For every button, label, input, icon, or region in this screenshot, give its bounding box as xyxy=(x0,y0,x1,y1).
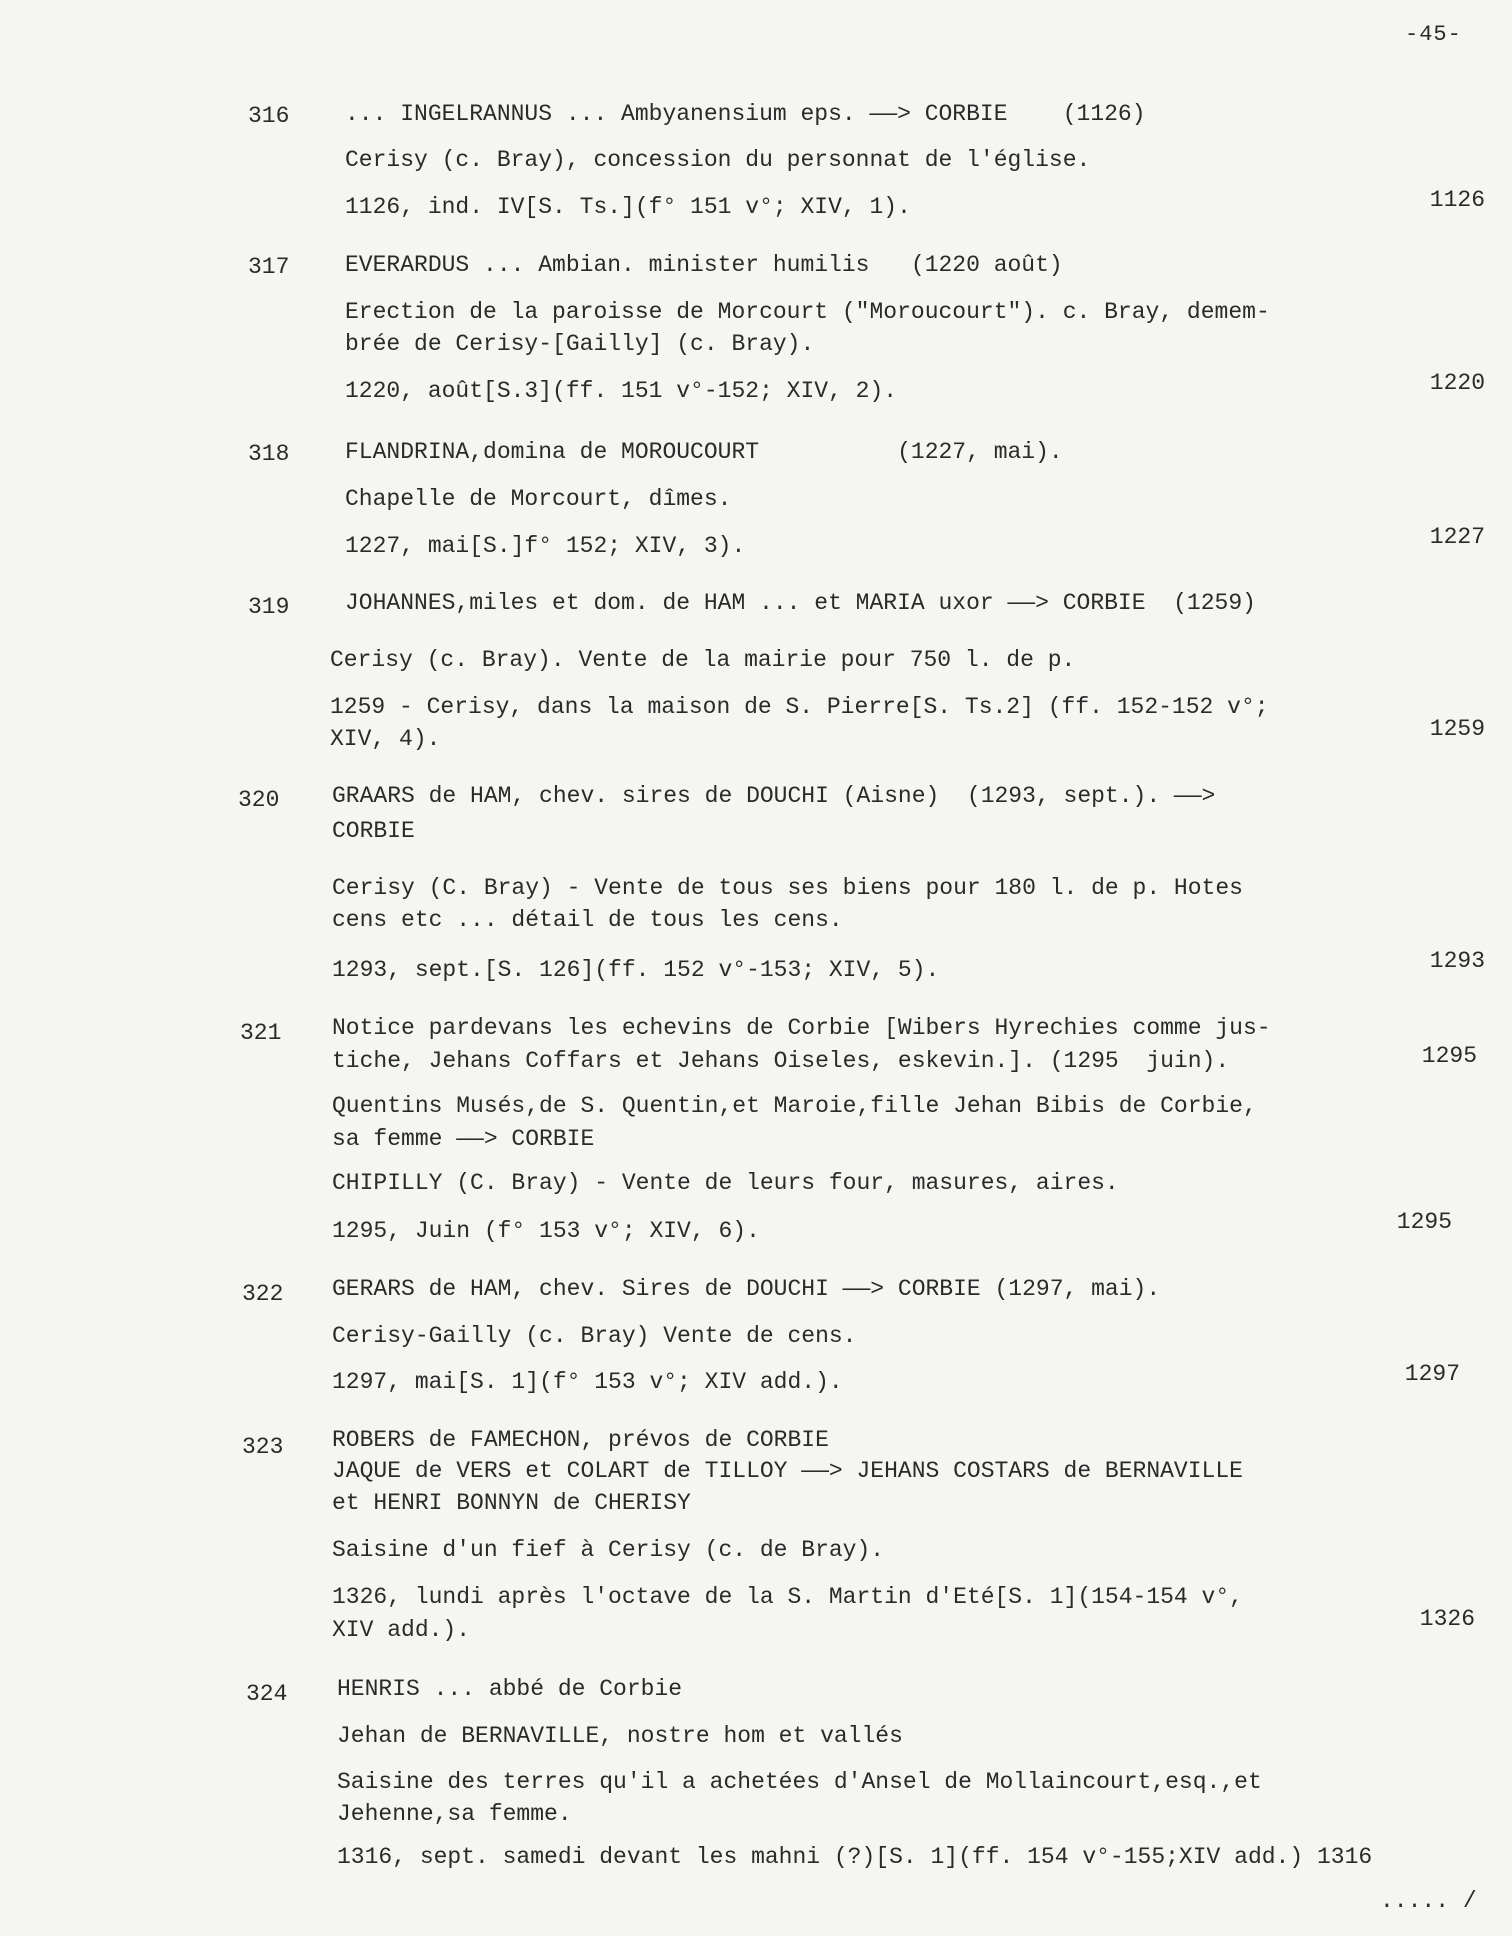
entry-line: 1316, sept. samedi devant les mahni (?)[S. 1](ff. 154 v°-155;XIV add.) 1316 xyxy=(337,1844,1373,1870)
entry-line: 1259 - Cerisy, dans la maison de S. Pierre[S. Ts.2] (ff. 152-152 v°; xyxy=(330,694,1269,720)
entry-date: 1126 xyxy=(1429,187,1485,213)
entry-number: 322 xyxy=(242,1281,284,1307)
entry-line: Saisine des terres qu'il a achetées d'Ansel de Mollaincourt,esq.,et xyxy=(337,1769,1262,1795)
entry-line: Saisine d'un fief à Cerisy (c. de Bray). xyxy=(332,1537,885,1563)
entry-date-top: 1295 xyxy=(1421,1043,1477,1069)
entry-line: GERARS de HAM, chev. Sires de DOUCHI ——> CORBIE (1297, mai). xyxy=(332,1276,1161,1302)
entry-line: Notice pardevans les echevins de Corbie [Wibers Hyrechies comme jus- xyxy=(332,1015,1271,1041)
entry-number: 319 xyxy=(248,594,290,620)
entry-line: 1227, mai[S.]f° 152; XIV, 3). xyxy=(345,533,746,559)
entry-line: JOHANNES,miles et dom. de HAM ... et MARIA uxor ——> CORBIE (1259) xyxy=(345,590,1256,616)
entry-line: XIV add.). xyxy=(332,1617,471,1643)
entry-line: EVERARDUS ... Ambian. minister humilis (1220 août) xyxy=(345,252,1063,278)
entry-number: 320 xyxy=(238,787,280,813)
entry-number: 317 xyxy=(248,254,290,280)
entry-line: et HENRI BONNYN de CHERISY xyxy=(332,1490,691,1516)
entry-number: 318 xyxy=(248,441,290,467)
entry-line: sa femme ——> CORBIE xyxy=(332,1126,595,1152)
entry-line: Cerisy (c. Bray). Vente de la mairie pour 750 l. de p. xyxy=(330,647,1076,673)
entry-line: 1326, lundi après l'octave de la S. Martin d'Eté[S. 1](154-154 v°, xyxy=(332,1584,1243,1610)
entry-date: 1326 xyxy=(1419,1606,1475,1632)
entry-line: 1293, sept.[S. 126](ff. 152 v°-153; XIV, 5). xyxy=(332,957,940,983)
entry-date: 1259 xyxy=(1429,716,1485,742)
continuation-mark: ..... / xyxy=(1380,1888,1477,1914)
entry-line: Quentins Musés,de S. Quentin,et Maroie,fille Jehan Bibis de Corbie, xyxy=(332,1093,1257,1119)
entry-date: 1295 xyxy=(1396,1209,1452,1235)
entry-line: 1295, Juin (f° 153 v°; XIV, 6). xyxy=(332,1218,760,1244)
entry-number: 316 xyxy=(248,103,290,129)
entry-line: Jehenne,sa femme. xyxy=(337,1801,572,1827)
entry-date: 1220 xyxy=(1429,370,1485,396)
entry-line: 1126, ind. IV[S. Ts.](f° 151 v°; XIV, 1). xyxy=(345,194,911,220)
entry-line: Erection de la paroisse de Morcourt ("Moroucourt"). c. Bray, demem- xyxy=(345,299,1270,325)
entry-line: Chapelle de Morcourt, dîmes. xyxy=(345,486,732,512)
entry-line: 1297, mai[S. 1](f° 153 v°; XIV add.). xyxy=(332,1369,843,1395)
entry-line: tiche, Jehans Coffars et Jehans Oiseles, eskevin.]. (1295 juin). xyxy=(332,1048,1230,1074)
entry-line: GRAARS de HAM, chev. sires de DOUCHI (Aisne) (1293, sept.). ——> xyxy=(332,783,1216,809)
entry-line: ... INGELRANNUS ... Ambyanensium eps. ——> CORBIE (1126) xyxy=(345,101,1146,127)
entry-number: 324 xyxy=(246,1681,288,1707)
entry-number: 323 xyxy=(242,1434,284,1460)
entry-date: 1297 xyxy=(1404,1361,1460,1387)
entry-line: FLANDRINA,domina de MOROUCOURT (1227, mai). xyxy=(345,439,1063,465)
entry-line: 1220, août[S.3](ff. 151 v°-152; XIV, 2). xyxy=(345,378,898,404)
entry-number: 321 xyxy=(240,1020,282,1046)
entry-line: Jehan de BERNAVILLE, nostre hom et vallés xyxy=(337,1723,903,1749)
entry-date: 1227 xyxy=(1429,524,1485,550)
page-number: -45- xyxy=(1405,22,1462,47)
entry-line: cens etc ... détail de tous les cens. xyxy=(332,907,843,933)
entry-line: ROBERS de FAMECHON, prévos de CORBIE xyxy=(332,1427,829,1453)
entry-line: CORBIE xyxy=(332,818,415,844)
entry-line: CHIPILLY (C. Bray) - Vente de leurs four, masures, aires. xyxy=(332,1170,1119,1196)
entry-line: brée de Cerisy-[Gailly] (c. Bray). xyxy=(345,331,815,357)
entry-line: Cerisy-Gailly (c. Bray) Vente de cens. xyxy=(332,1323,857,1349)
entry-line: HENRIS ... abbé de Corbie xyxy=(337,1676,683,1702)
entry-line: XIV, 4). xyxy=(330,726,441,752)
entry-line: Cerisy (C. Bray) - Vente de tous ses biens pour 180 l. de p. Hotes xyxy=(332,875,1243,901)
entry-line: Cerisy (c. Bray), concession du personnat de l'église. xyxy=(345,147,1091,173)
entry-line: JAQUE de VERS et COLART de TILLOY ——> JEHANS COSTARS de BERNAVILLE xyxy=(332,1458,1243,1484)
entry-date: 1293 xyxy=(1429,948,1485,974)
